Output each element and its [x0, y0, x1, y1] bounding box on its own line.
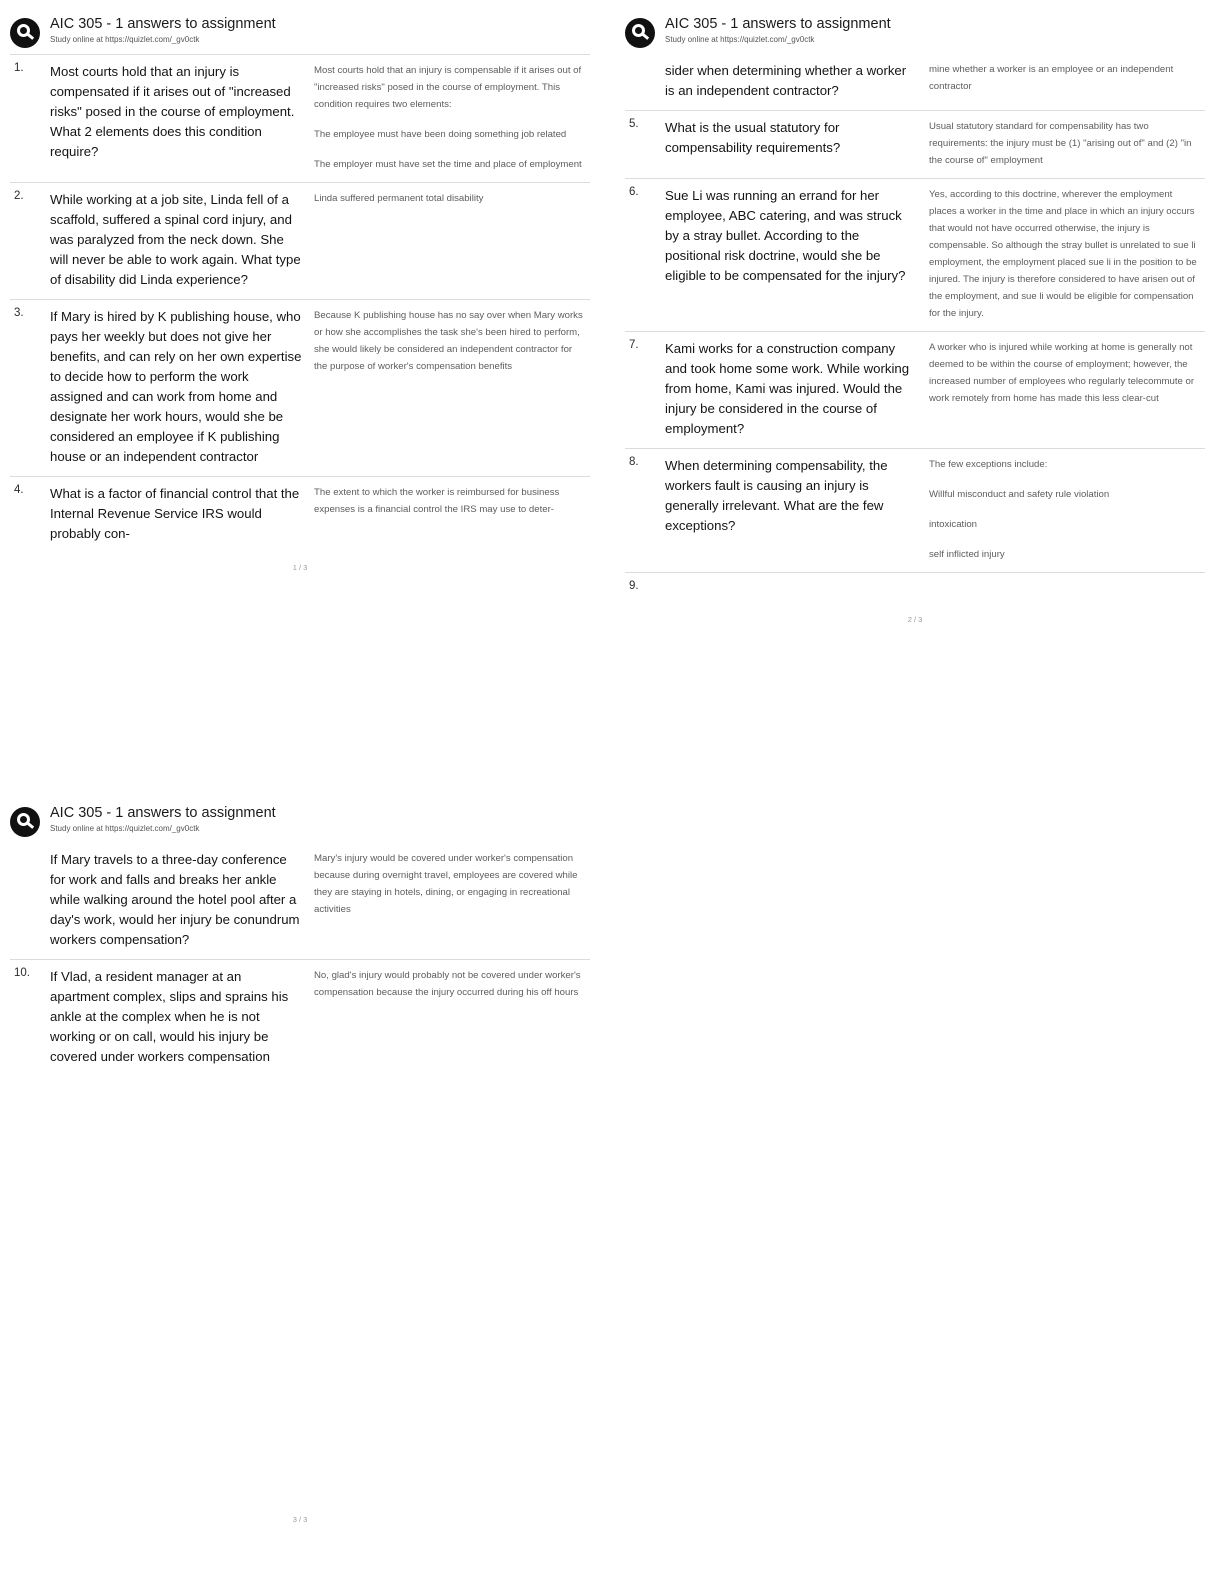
- answer-paragraph: mine whether a worker is an employee or an independent contractor: [929, 64, 1174, 92]
- row-question: What is the usual statutory for compensability requirements?: [665, 120, 841, 155]
- table-row: [10, 843, 590, 960]
- row-answer: [310, 960, 590, 1077]
- header-text: [50, 805, 276, 834]
- study-online-link[interactable]: Study online at https://quizlet.com/_gv0ctk: [50, 824, 200, 833]
- answer-paragraph: Yes, according to this doctrine, wherever the employment places a worker in the time and place in which an injury occurs that would not have occurred otherwise, the injury is compensable. So although the stray bullet is unrelated to sue li employment, the employment placed sue li in the position to be injured. The injury is therefore considered to have arisen out of the employment, and sue li would be eligible for compensation for the injury.: [929, 189, 1197, 319]
- qa-table: [10, 843, 590, 1076]
- page-header: [10, 805, 590, 843]
- row-answer: [310, 843, 590, 960]
- quizlet-q-icon: [625, 18, 655, 48]
- answer-paragraph: A worker who is injured while working at home is generally not deemed to be within the course of employment; however, the increased number of employees who regularly telecommute or work remotely from home has made this less clear-cut: [929, 342, 1195, 404]
- answer-paragraph: The few exceptions include:: [929, 459, 1048, 470]
- document-page-3: [10, 805, 590, 1565]
- table-row: [10, 477, 590, 554]
- table-row: [625, 332, 1205, 449]
- table-row: [10, 55, 590, 183]
- page-footer: 1 / 3: [292, 563, 308, 572]
- table-row: [625, 573, 1205, 606]
- row-question: If Mary is hired by K publishing house, who pays her weekly but does not give her benefits, and can rely on her own expertise to decide how to perform the work assigned and can work from home and designate her work hours, would she be considered an employee if K publishing house or an independent contractor: [50, 309, 302, 464]
- row-answer: [925, 573, 1205, 606]
- document-page-1: [10, 16, 590, 756]
- row-number: 4.: [14, 484, 24, 496]
- row-question: What is a factor of financial control that the Internal Revenue Service IRS would probably con-: [50, 486, 300, 541]
- row-question: Sue Li was running an errand for her employee, ABC catering, and was struck by a stray bullet. According to the positional risk doctrine, would she be eligible to be compensated for the injury?: [665, 188, 906, 283]
- row-question: Kami works for a construction company and took home some work. While working from home, Kami was injured. Would the injury be considered in the course of employment?: [665, 341, 910, 436]
- page-title: AIC 305 - 1 answers to assignment: [50, 805, 276, 821]
- row-answer: [310, 183, 590, 300]
- row-number: 1.: [14, 62, 24, 74]
- qa-table: [10, 54, 590, 553]
- table-row: [10, 960, 590, 1077]
- answer-paragraph: Usual statutory standard for compensability has two requirements: the injury must be (1) "arising out of" and (2) "in the course of" employment: [929, 121, 1192, 166]
- table-row: [10, 183, 590, 300]
- qa-table: [625, 54, 1205, 605]
- table-row: [625, 54, 1205, 111]
- answer-paragraph: The extent to which the worker is reimbursed for business expenses is a financial control the IRS may use to deter-: [314, 487, 560, 515]
- row-number: [10, 843, 50, 960]
- quizlet-q-icon: [10, 807, 40, 837]
- row-answer: [925, 111, 1205, 179]
- answer-paragraph: Linda suffered permanent total disability: [314, 193, 484, 204]
- row-number: 2.: [14, 190, 24, 202]
- row-number: 8.: [629, 456, 639, 468]
- page-footer: 3 / 3: [292, 1515, 308, 1524]
- row-number: 6.: [629, 186, 639, 198]
- row-answer: [925, 449, 1205, 573]
- row-number: 7.: [629, 339, 639, 351]
- answer-paragraph: self inflicted injury: [929, 549, 1005, 560]
- header-text: [50, 16, 276, 45]
- row-question: When determining compensability, the workers fault is causing an injury is generally irrelevant. What are the few exceptions?: [665, 458, 888, 533]
- study-online-link[interactable]: Study online at https://quizlet.com/_gv0ctk: [665, 35, 815, 44]
- answer-paragraph: Mary's injury would be covered under worker's compensation because during overnight travel, employees are covered while they are staying in hotels, dining, or engaging in recreational activities: [314, 853, 578, 915]
- table-row: [625, 111, 1205, 179]
- quizlet-q-icon: [10, 18, 40, 48]
- row-number: 9.: [629, 580, 639, 592]
- row-number: 3.: [14, 307, 24, 319]
- row-answer: [310, 477, 590, 554]
- table-row: [625, 449, 1205, 573]
- table-row: [10, 300, 590, 477]
- answer-paragraph: Most courts hold that an injury is compensable if it arises out of "increased risks" posed in the course of employment. This condition requires two elements:: [314, 65, 582, 110]
- table-row: [625, 179, 1205, 332]
- answer-paragraph: intoxication: [929, 519, 977, 530]
- answer-paragraph: The employer must have set the time and place of employment: [314, 159, 582, 170]
- page-header: [625, 16, 1205, 54]
- row-number: 10.: [14, 967, 30, 979]
- header-text: [665, 16, 891, 45]
- row-question: While working at a job site, Linda fell of a scaffold, suffered a spinal cord injury, and was paralyzed from the neck down. She will never be able to work again. What type of disability did Linda experience?: [50, 192, 301, 287]
- row-question: If Mary travels to a three-day conference for work and falls and breaks her ankle while walking around the hotel pool after a day's work, would her injury be conundrum workers compensation?: [50, 852, 300, 947]
- row-answer: [310, 55, 590, 183]
- row-answer: [925, 179, 1205, 332]
- row-question: sider when determining whether a worker is an independent contractor?: [665, 63, 907, 98]
- row-answer: [925, 54, 1205, 111]
- page-title: AIC 305 - 1 answers to assignment: [665, 16, 891, 32]
- row-question: Most courts hold that an injury is compensated if it arises out of "increased risks" posed in the course of employment. What 2 elements does this condition require?: [50, 64, 295, 159]
- study-online-link[interactable]: Study online at https://quizlet.com/_gv0ctk: [50, 35, 200, 44]
- row-question: [665, 573, 925, 606]
- page-title: AIC 305 - 1 answers to assignment: [50, 16, 276, 32]
- page-footer: 2 / 3: [907, 615, 923, 624]
- answer-paragraph: Because K publishing house has no say over when Mary works or how she accomplishes the task she's been hired to perform, she would likely be considered an independent contractor for the purpose of worker's compensation benefits: [314, 310, 583, 372]
- row-answer: [310, 300, 590, 477]
- page-header: [10, 16, 590, 54]
- answer-paragraph: No, glad's injury would probably not be covered under worker's compensation because the injury occurred during his off hours: [314, 970, 581, 998]
- row-number: [625, 54, 665, 111]
- row-answer: [925, 332, 1205, 449]
- answer-paragraph: Willful misconduct and safety rule violation: [929, 489, 1110, 500]
- answer-paragraph: The employee must have been doing something job related: [314, 129, 567, 140]
- document-page-2: [625, 16, 1205, 756]
- row-question: If Vlad, a resident manager at an apartment complex, slips and sprains his ankle at the complex when he is not working or on call, would his injury be covered under workers compensation: [50, 969, 289, 1064]
- row-number: 5.: [629, 118, 639, 130]
